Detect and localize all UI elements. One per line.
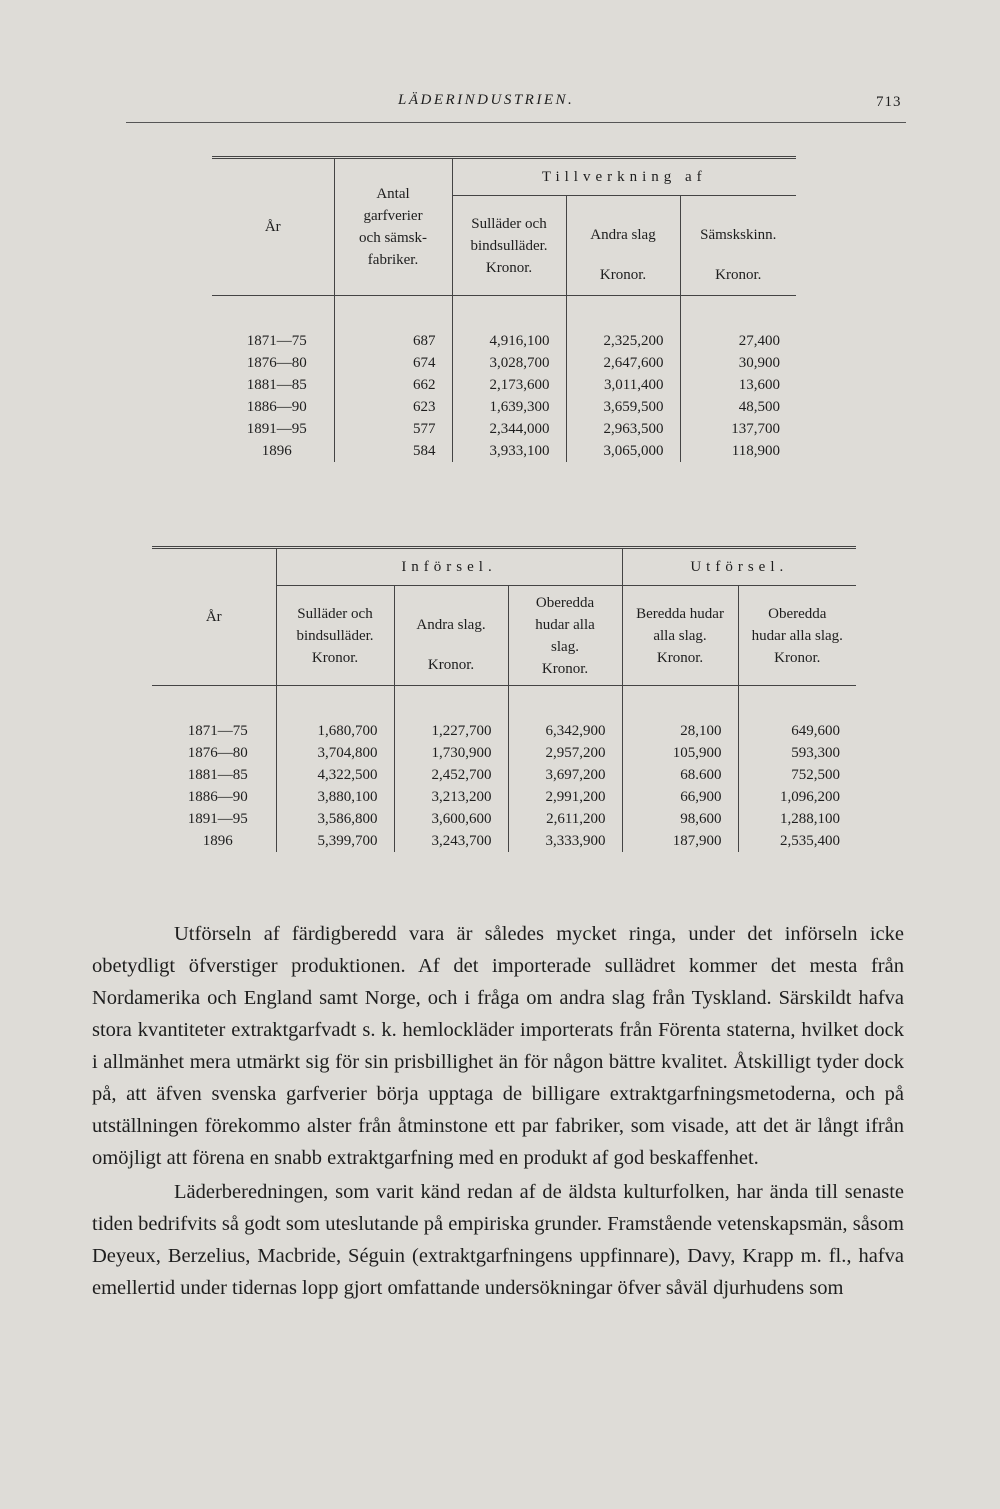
value-cell: 1,288,100	[738, 808, 856, 830]
value-cell: 66,900	[622, 786, 738, 808]
table-row	[212, 418, 796, 440]
value-cell: 2,325,200	[566, 330, 680, 352]
value-cell: 27,400	[680, 330, 796, 352]
value-cell: 577	[334, 418, 452, 440]
value-cell: 3,704,800	[276, 742, 394, 764]
value-cell: 674	[334, 352, 452, 374]
value-cell: 13,600	[680, 374, 796, 396]
year-cell: 1896	[202, 832, 233, 849]
value-cell: 2,991,200	[508, 786, 622, 808]
table-row	[152, 786, 856, 808]
value-cell: 98,600	[622, 808, 738, 830]
col-header-chamois: Sämskskinn. Kronor.	[680, 196, 796, 296]
running-title: LÄDERINDUSTRIEN.	[398, 92, 575, 108]
value-cell: 752,500	[738, 764, 856, 786]
group-header-export: Utförsel.	[622, 548, 856, 586]
value-cell: 1,730,900	[394, 742, 508, 764]
value-cell: 3,213,200	[394, 786, 508, 808]
col-year-header: År	[212, 158, 334, 296]
value-cell: 4,916,100	[452, 330, 566, 352]
value-cell: 48,500	[680, 396, 796, 418]
value-cell: 2,452,700	[394, 764, 508, 786]
year-cell: 1896	[261, 442, 292, 459]
year-cell: 1886—90	[187, 788, 248, 805]
table-row	[152, 764, 856, 786]
year-cell: 1881—85	[246, 376, 307, 393]
value-cell: 137,700	[680, 418, 796, 440]
paragraph: Utförseln af färdigberedd vara är således mycket ringa, under det införseln icke obetydligt öfverstiger produktionen. Af det importerade sullädret kommer det mesta från Nordamerika och England samt Norge, och i fråga om andra slag från Tyskland. Särskildt hafva stora kvantiteter extraktgarfvadt s. k. hemlockläder importerats från Förenta staterna, hvilket dock i allmänhet mera utmärkt sig för sin prisbillighet än för någon bättre kvalitet. Åtskilligt tyder dock på, att äfven svenska garfverier börja upptaga de billigare extraktgarfningsmetoderna, och på utställningen förekommo alster från åtminstone ett par fabriker, som visade, att det är långt ifrån omöjligt att förena en snabb extraktgarfning med en produkt af god beskaffenhet.	[92, 923, 904, 1169]
col-count-header: Antal garfverier och sämsk-fabriker.	[334, 158, 452, 296]
year-cell: 1876—80	[187, 744, 248, 761]
col-header-import-sole-leather: Sulläder och bindsulläder. Kronor.	[276, 586, 394, 686]
year-cell: 1891—95	[246, 420, 307, 437]
value-cell: 662	[334, 374, 452, 396]
trade-table	[152, 546, 856, 852]
year-cell: 1876—80	[246, 354, 307, 371]
table-row	[212, 374, 796, 396]
table-row	[212, 352, 796, 374]
running-head	[0, 92, 1000, 116]
value-cell: 3,011,400	[566, 374, 680, 396]
value-cell: 3,028,700	[452, 352, 566, 374]
group-header-production: Tillverkning af	[452, 158, 796, 196]
value-cell: 2,957,200	[508, 742, 622, 764]
header-rule	[126, 122, 906, 123]
table-row	[152, 720, 856, 742]
col-header-import-raw-hides: Oberedda hudar alla slag. Kronor.	[508, 586, 622, 686]
value-cell: 3,659,500	[566, 396, 680, 418]
value-cell: 187,900	[622, 830, 738, 852]
value-cell: 3,333,900	[508, 830, 622, 852]
col-header-sole-leather: Sulläder och bindsulläder. Kronor.	[452, 196, 566, 296]
value-cell: 30,900	[680, 352, 796, 374]
value-cell: 1,096,200	[738, 786, 856, 808]
value-cell: 3,065,000	[566, 440, 680, 462]
value-cell: 3,697,200	[508, 764, 622, 786]
production-table	[212, 156, 796, 462]
value-cell: 5,399,700	[276, 830, 394, 852]
value-cell: 3,243,700	[394, 830, 508, 852]
col-header-import-other: Andra slag. Kronor.	[394, 586, 508, 686]
body-text	[92, 918, 904, 1304]
value-cell: 2,611,200	[508, 808, 622, 830]
table-row	[152, 808, 856, 830]
value-cell: 2,963,500	[566, 418, 680, 440]
value-cell: 3,880,100	[276, 786, 394, 808]
year-cell: 1871—75	[246, 332, 307, 349]
value-cell: 593,300	[738, 742, 856, 764]
value-cell: 3,600,600	[394, 808, 508, 830]
value-cell: 2,535,400	[738, 830, 856, 852]
value-cell: 649,600	[738, 720, 856, 742]
page-number: 713	[876, 94, 902, 110]
year-cell: 1871—75	[187, 722, 248, 739]
value-cell: 687	[334, 330, 452, 352]
group-header-import: Införsel.	[276, 548, 622, 586]
value-cell: 3,933,100	[452, 440, 566, 462]
table-row	[152, 830, 856, 852]
year-cell: 1886—90	[246, 398, 307, 415]
value-cell: 1,227,700	[394, 720, 508, 742]
value-cell: 4,322,500	[276, 764, 394, 786]
value-cell: 118,900	[680, 440, 796, 462]
table-row	[212, 396, 796, 418]
value-cell: 1,680,700	[276, 720, 394, 742]
value-cell: 1,639,300	[452, 396, 566, 418]
year-cell: 1891—95	[187, 810, 248, 827]
value-cell: 6,342,900	[508, 720, 622, 742]
col-header-export-raw-hides: Oberedda hudar alla slag. Kronor.	[738, 586, 856, 686]
table-row	[212, 440, 796, 462]
col-header-other-kinds: Andra slag Kronor.	[566, 196, 680, 296]
value-cell: 623	[334, 396, 452, 418]
year-cell: 1881—85	[187, 766, 248, 783]
value-cell: 2,344,000	[452, 418, 566, 440]
col-year-header: År	[152, 548, 276, 686]
col-header-export-tanned-hides: Beredda hudar alla slag. Kronor.	[622, 586, 738, 686]
value-cell: 105,900	[622, 742, 738, 764]
paragraph: Läderberedningen, som varit känd redan af de äldsta kulturfolken, har ända till senaste tiden bedrifvits så godt som uteslutande på empiriska grunder. Framstående vetenskapsmän, såsom Deyeux, Berzelius, Macbride, Séguin (extraktgarfningens uppfinnare), Davy, Krapp m. fl., hafva emellertid under tidernas lopp gjort omfattande undersökningar öfver såväl djurhudens som	[92, 1181, 904, 1299]
value-cell: 2,647,600	[566, 352, 680, 374]
value-cell: 584	[334, 440, 452, 462]
table-row	[152, 742, 856, 764]
table-row	[212, 330, 796, 352]
value-cell: 68.600	[622, 764, 738, 786]
value-cell: 2,173,600	[452, 374, 566, 396]
value-cell: 28,100	[622, 720, 738, 742]
value-cell: 3,586,800	[276, 808, 394, 830]
